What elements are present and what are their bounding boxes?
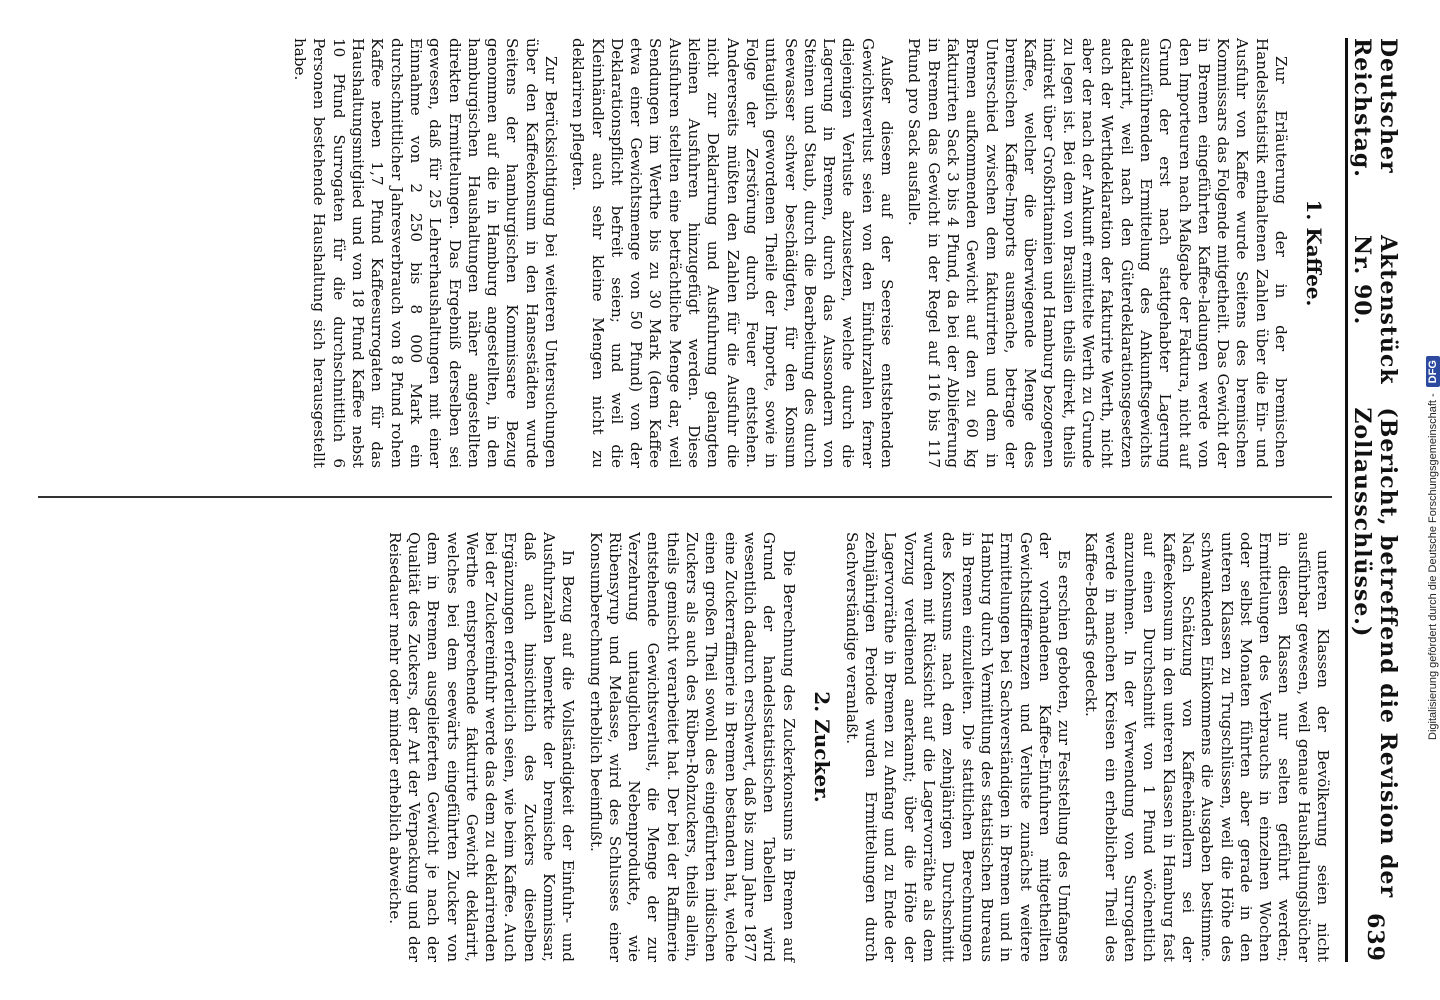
rotated-document-page	[26, 30, 1406, 970]
digitization-note	[1426, 320, 1440, 740]
section-title-kaffee: 1. Kaffee.	[1302, 199, 1326, 307]
left-column	[38, 38, 1332, 468]
paragraph: Die Berechnung des Zuckerkonsums in Bremen auf Grund der handelsstatistischen Tabellen wird wesentlich dadurch erschwert, daß bis zum Jahre 1877 eine Zuckerraffinerie in Bremen bestanden hat, welche einen großen Theil sowohl des eingeführten indischen Zuckers als auch des Rüben-Rohzuckers, theils allein, theils gemischt verarbeitet hat. Der bei der Raffinerie entstehende Gewichtsverlust, die Menge der zur Verzehrung untauglichen Nebenprodukte, wie Rübensyrup und Melasse, wird des Schlusses einer Konsumberechnung erheblich beeinflußt.	[586, 532, 798, 962]
page-number: 639	[1362, 913, 1388, 962]
header-right: (Bericht, betreffend die Revision der Zollausschlüsse.)	[1349, 407, 1401, 899]
paragraph: In Bezug auf die Vollständigkeit der Einfuhr- und Ausfuhrzahlen bemerkte der bremische Kommissar, daß auch hinsichtlich des Zuckers dieselben Ergänzungen erforderlich seien, wie beim Kaffee. Auch bei der Zuckereinfuhr werde das dem zu deklarirenden Werthe entsprechende fakturirte Gewicht deklarirt, welches bei dem seewärts eingeführten Zucker von dem in Bremen ausgelieferten Gewicht je nach der Qualität des Zuckers, der Art der Verpackung und der Reisedauer mehr oder minder erheblich abweiche.	[385, 532, 578, 962]
header-rule	[1345, 38, 1348, 962]
header-left: Deutscher Reichstag.	[1349, 38, 1401, 178]
paragraph: Außer diesem auf der Seereise entstehenden Gewichtsverlust seien von den Einfuhrzahlen ferner diejenigen Verluste abzusetzen, welche durch die Lagerung in Bremen, durch das Aussondern von Steinen und Staub, durch die Bearbeitung des durch Seewasser schwer beschädigten, für den Konsum untauglich gewordenen Theile der Importe, sowie in Folge der Zerstörung durch Feuer entstehen. Andererseits müßten den Zahlen für die Ausfuhr die nicht zur Deklarirung und Ausfuhrung gelangten kleinen Ausfuhren hinzugefügt werden. Diese Ausfuhren stellten eine beträchtliche Menge dar, weil Sendungen im Werthe bis zu 30 Mark (dem Kaffee etwa einer Gewichtsmenge von 50 Pfund) von der Deklarationspflicht befreit seien; und weil die Kleinhändler auch sehr kleine Mengen nicht zu deklariren pflegten.	[569, 38, 897, 468]
right-column	[38, 532, 1332, 962]
digitization-text: Digitalisierung gefördert durch die Deutsche Forschungsgemeinschaft -	[1427, 393, 1439, 740]
paragraph: Zur Erläuterung der in der bremischen Handelsstatistik enthaltenen Zahlen über die Ein- und Ausfuhr von Kaffee wurde Seitens des bremischen Kommissars das Folgende mitgetheilt. Das Gewicht der in Bremen eingeführten Kaffee-ladungen werde von den Importeuren nach Maßgabe der Faktura, nicht auf Grund der erst nach stattgehabter Lagerung auszuführenden Ermittelung des Ankunftsgewichts deklarirt, weil nach den Güterdeklarationsgesetzen auch der Werthdeklaration der fakturirte Werth, nicht aber der nach der Ankunft ermittelte Werth zu Grunde zu legen ist. Bei dem von Brasilien theils direkt, theils indirekt über Großbritannien und Hamburg bezogenen Kaffee, welcher die überwiegende Menge des bremischen Kaffee-Imports ausmache, betrage der Unterschied zwischen dem fakturirten und dem in Bremen aufkommenden Gewicht auf den zu 60 kg fakturirten Sack 3 bis 4 Pfund, da bei der Ablieferung in Bremen das Gewicht in der Regel auf 116 bis 117 Pfund pro Sack ausfalle.	[905, 38, 1290, 468]
section-title-zucker: 2. Zucker.	[809, 691, 834, 803]
paragraph: Zur Berücksichtigung bei weiteren Untersuchungen über den Kaffeekonsum in den Hansestädten wurde Seitens der hamburgischen Kommissare Bezug genommen auf die in Hamburg angestellten, in den hamburgischen Haushaltungen näher angestellten direkten Ermittelungen. Das Ergebniß derselben sei gewesen, daß für 25 Lehrerhaushaltungen mit einer Einnahme von 2 250 bis 8 000 Mark ein durchschnittlicher Jahresverbrauch von 8 Pfund rohen Kaffee neben 1,7 Pfund Kaffeesurrogaten für das Haushaltungsmitglied und von 18 Pfund Kaffee nebst 10 Pfund Surrogaten für die durchschnittlich 6 Personen bestehende Haushaltung sich herausgestellt habe.	[291, 38, 561, 468]
paragraph: Es erschien geboten, zur Feststellung des Umfanges der vorhandenen Kaffee-Einfuhren mitgetheilten Gewichtsdifferenzen und Verluste zunächst weitere Ermittelungen bei Sachverständigen in Bremen und in Hamburg durch Vermittlung des statistischen Bureaus in Bremen einzuleiten. Die stattlichen Berechnungen des Konsums nach dem zehnjährigen Durchschnitt wurden mit Rücksicht auf die Lagervorräthe als dem Vorzug verdienend anerkannt; über die Höhe der Lagervorräthe in Bremen zu Anfang und zu Ende der zehnjährigen Periode wurden Ermittelungen durch Sachverständige veranlaßt.	[842, 532, 1074, 962]
page-header	[1349, 38, 1401, 962]
paragraph: unteren Klassen der Bevölkerung seien nicht ausführbar gewesen, weil genaue Haushaltungsbücher in diesen Klassen nur selten geführt werden; Ermittelungen des Verbrauchs in einzelnen Wochen oder selbst Monaten führten aber gerade in den unteren Klassen zu Trugschlüssen, weil die Höhe des schwankenden Einkommens die Ausgaben bestimme. Nach Schätzung von Kaffeehändlern sei der Kaffeekonsum in den unteren Klassen in Hamburg fast auf einen Durchschnitt von 1 Pfund wöchentlich anzunehmen. In der Verwendung von Surrogaten werde in manchen Kreisen ein erheblicher Theil des Kaffee-Bedarfs gedeckt.	[1082, 532, 1332, 962]
column-divider	[38, 496, 1332, 498]
header-center: Aktenstück Nr. 90.	[1349, 234, 1401, 385]
dfg-logo: DFG	[1426, 356, 1440, 387]
